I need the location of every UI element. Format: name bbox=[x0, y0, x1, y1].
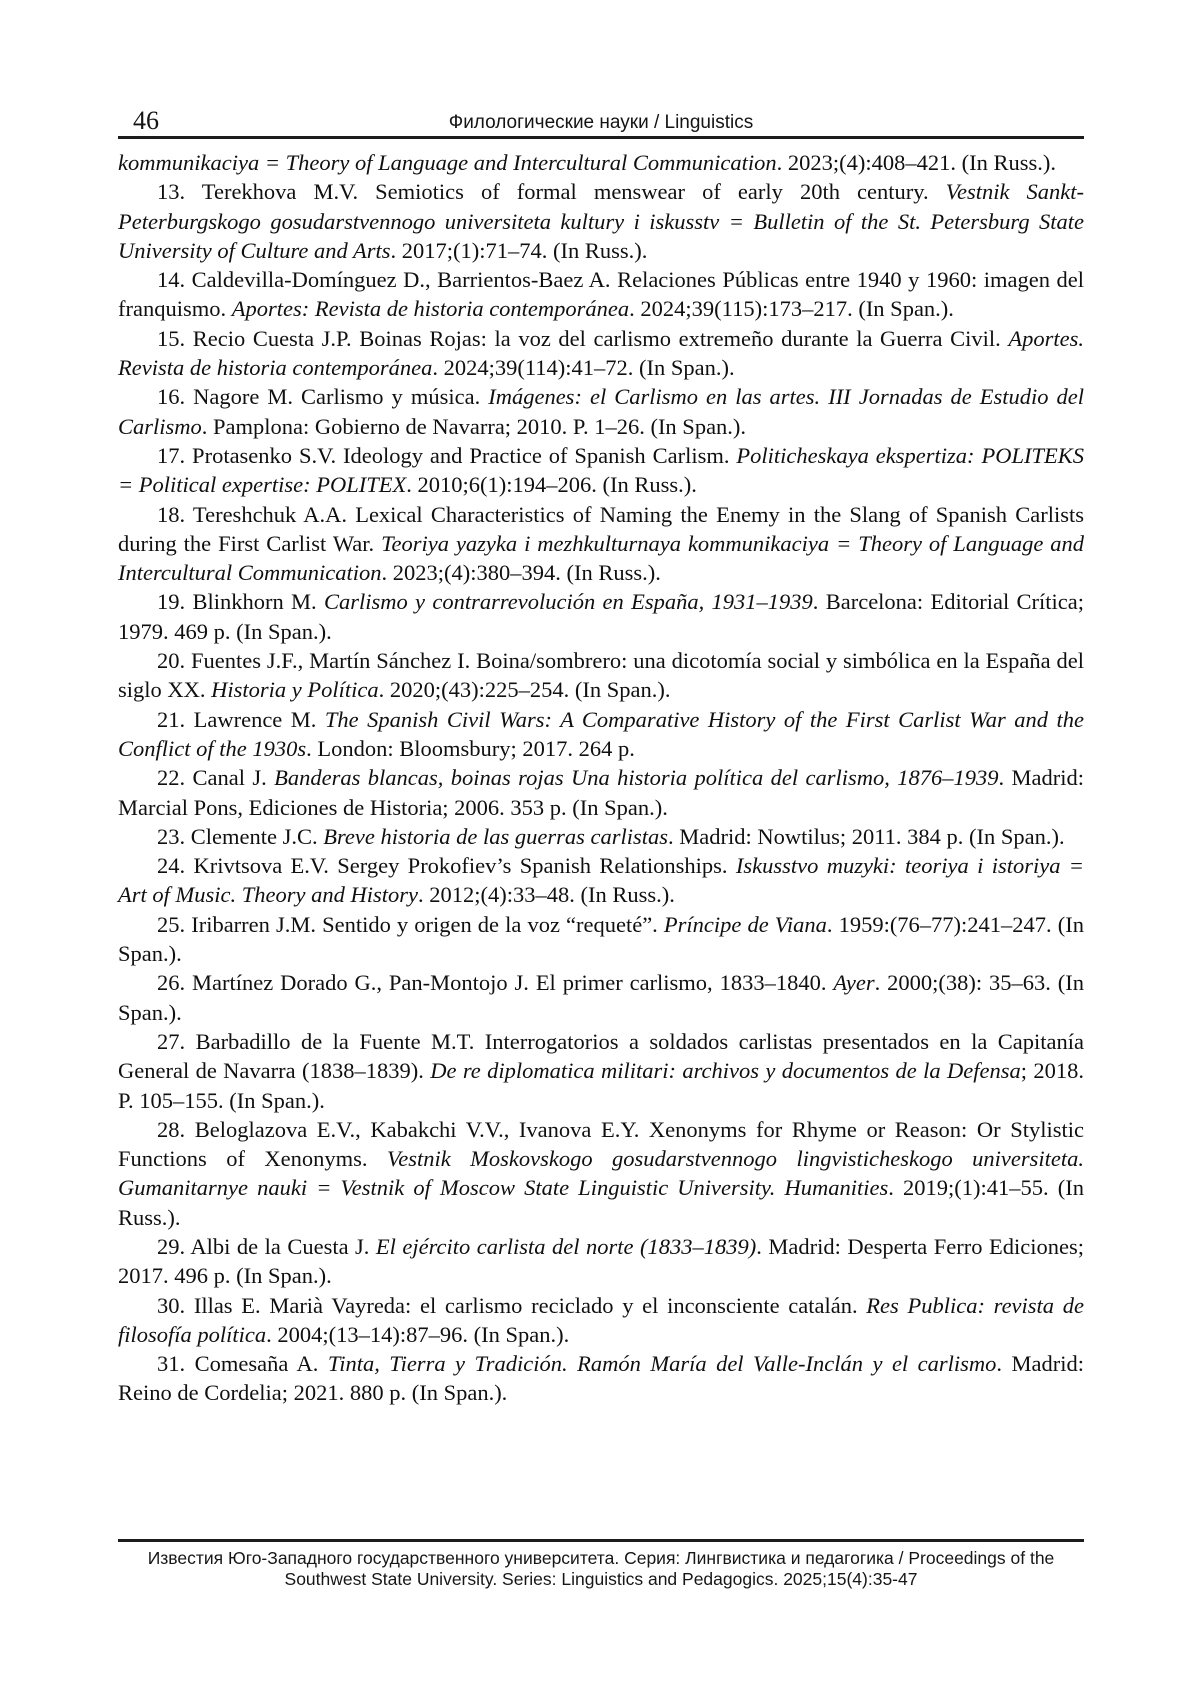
reference-text: . 2012;(4):33–48. (In Russ.). bbox=[417, 882, 675, 908]
reference-item bbox=[118, 851, 1084, 910]
page-footer bbox=[118, 1539, 1084, 1589]
reference-text: . 2010;6(1):194–206. (In Russ.). bbox=[406, 472, 697, 498]
reference-item bbox=[118, 382, 1084, 441]
reference-text: . Madrid: Reino de Cordelia; 2021. 880 p. (In Span.). bbox=[118, 1351, 1084, 1406]
reference-source-italic: De re diplomatica militari: archivos y documentos de la Defensa bbox=[430, 1058, 1021, 1084]
reference-text: . 1959:(76–77):241–247. (In Span.). bbox=[118, 911, 1084, 967]
reference-text: 31. Comesaña A. bbox=[157, 1351, 328, 1377]
reference-item bbox=[118, 177, 1084, 265]
running-head: Филологические науки / Linguistics bbox=[448, 112, 754, 133]
reference-text: 29. Albi de la Cuesta J. bbox=[157, 1233, 376, 1259]
reference-text: 21. Lawrence M. bbox=[157, 706, 325, 732]
reference-text: . 2024;39(114):41–72. (In Span.). bbox=[432, 355, 735, 381]
reference-item bbox=[118, 1115, 1084, 1232]
reference-text: . Pamplona: Gobierno de Navarra; 2010. P. 1–26. (In Span.). bbox=[201, 413, 747, 439]
reference-text: 13. Terekhova M.V. Semiotics of formal menswear of early 20th century. bbox=[157, 179, 946, 205]
reference-item bbox=[118, 1291, 1084, 1350]
reference-text: . Madrid: Marcial Pons, Ediciones de Historia; 2006. 353 p. (In Span.). bbox=[118, 765, 1084, 820]
reference-item bbox=[118, 910, 1084, 969]
page-number: 46 bbox=[133, 106, 159, 135]
reference-text: . 2023;(4):380–394. (In Russ.). bbox=[381, 560, 661, 586]
reference-source-italic: Iskusstvo muzyki: teoriya i istoriya = Art of Music. Theory and History bbox=[118, 853, 1084, 908]
reference-source-italic: Teoriya yazyka i mezhkulturnaya kommunikaciya = Theory of Language and Intercultural Communication bbox=[118, 530, 1084, 586]
reference-source-italic: Res Publica: revista de filosofía política bbox=[118, 1292, 1084, 1347]
references-list bbox=[118, 148, 1084, 1408]
reference-item bbox=[118, 763, 1084, 822]
reference-item bbox=[118, 1349, 1084, 1408]
reference-text: . 2017;(1):71–74. (In Russ.). bbox=[390, 237, 648, 263]
reference-source-italic: El ejército carlista del norte (1833–1839) bbox=[375, 1233, 757, 1259]
reference-item bbox=[118, 500, 1084, 588]
reference-text: 18. Tereshchuk A.A. Lexical Characteristics of Naming the Enemy in the Slang of Spanish Carlists during the First Carlist War. bbox=[118, 501, 1084, 556]
reference-source-italic: Tinta, Tierra y Tradición. Ramón María del Valle-Inclán y el carlismo bbox=[327, 1351, 997, 1377]
reference-source-italic: Aportes. Revista de historia contemporánea bbox=[118, 325, 1084, 381]
reference-text: 25. Iribarren J.M. Sentido y origen de la voz “requeté”. bbox=[157, 911, 664, 937]
reference-source-italic: Breve historia de las guerras carlistas bbox=[323, 823, 669, 849]
reference-item bbox=[118, 441, 1084, 500]
footer-line-1: Известия Юго-Западного государственного университета. Серия: Лингвистика и педагогика / Proceedings of the bbox=[147, 1548, 1055, 1568]
reference-source-italic: Príncipe de Viana bbox=[663, 911, 827, 937]
reference-text: 19. Blinkhorn M. bbox=[157, 589, 324, 615]
reference-text: . London: Bloomsbury; 2017. 264 p. bbox=[306, 735, 635, 761]
reference-text: 23. Clemente J.C. bbox=[157, 823, 324, 849]
reference-text: 24. Krivtsova E.V. Sergey Prokofiev’s Spanish Relationships. bbox=[157, 853, 736, 879]
reference-item bbox=[118, 646, 1084, 705]
page-header bbox=[118, 102, 1084, 139]
reference-text: ; 2018. P. 105–155. (In Span.). bbox=[118, 1058, 1084, 1113]
reference-text: 16. Nagore M. Carlismo y música. bbox=[157, 384, 489, 410]
reference-source-italic: Aportes: Revista de historia contemporánea bbox=[231, 296, 630, 322]
reference-text: . Madrid: Nowtilus; 2011. 384 p. (In Span.). bbox=[668, 823, 1065, 849]
reference-source-italic: Vestnik Sankt-Peterburgskogo gosudarstvennogo universiteta kultury i iskusstv = Bulletin of the St. Petersburg State University of Culture and Arts bbox=[118, 179, 1084, 263]
reference-text: . 2000;(38): 35–63. (In Span.). bbox=[118, 970, 1085, 1025]
reference-text: 27. Barbadillo de la Fuente M.T. Interrogatorios a soldados carlistas presentados en la Capitanía General de Navarra (1838–1839). bbox=[118, 1028, 1084, 1084]
reference-text: 14. Caldevilla-Domínguez D., Barrientos-Baez A. Relaciones Públicas entre 1940 y 1960: imagen del franquismo. bbox=[118, 267, 1084, 322]
reference-source-italic: Banderas blancas, boinas rojas Una historia política del carlismo, 1876–1939 bbox=[274, 765, 999, 791]
reference-source-italic: Imágenes: el Carlismo en las artes. III Jornadas de Estudio del Carlismo bbox=[118, 384, 1084, 439]
footer-line-2: Southwest State University. Series: Linguistics and Pedagogics. 2025;15(4):35-47 bbox=[284, 1568, 918, 1589]
reference-source-italic: kommunikaciya = Theory of Language and Intercultural Communication bbox=[118, 150, 777, 175]
reference-text: 20. Fuentes J.F., Martín Sánchez I. Boina/sombrero: una dicotomía social y simbólica en la España del siglo XX. bbox=[118, 648, 1084, 703]
reference-source-italic: Carlismo y contrarrevolución en España, 1931–1939 bbox=[323, 589, 813, 615]
reference-text: . 2024;39(115):173–217. (In Span.). bbox=[629, 296, 954, 322]
reference-text: . Madrid: Desperta Ferro Ediciones; 2017. 496 p. (In Span.). bbox=[118, 1233, 1084, 1289]
reference-text: . 2023;(4):408–421. (In Russ.). bbox=[776, 150, 1057, 175]
reference-source-italic: Vestnik Moskovskogo gosudarstvennogo lingvisticheskogo universiteta. Gumanitarnye nauki = Vestnik of Moscow State Linguistic University. Humanities bbox=[118, 1146, 1084, 1201]
reference-text: . 2004;(13–14):87–96. (In Span.). bbox=[266, 1321, 570, 1347]
reference-source-italic: Historia y Política bbox=[211, 677, 379, 703]
reference-item bbox=[118, 265, 1084, 324]
reference-item bbox=[118, 705, 1084, 764]
reference-item bbox=[118, 1232, 1084, 1291]
reference-item bbox=[118, 148, 1084, 177]
reference-text: 30. Illas E. Marià Vayreda: el carlismo reciclado y el inconsciente catalán. bbox=[157, 1292, 867, 1318]
reference-text: . 2019;(1):41–55. (In Russ.). bbox=[118, 1175, 1084, 1230]
reference-item bbox=[118, 587, 1084, 646]
reference-source-italic: Ayer bbox=[833, 970, 875, 996]
reference-item bbox=[118, 822, 1084, 851]
reference-text: 15. Recio Cuesta J.P. Boinas Rojas: la voz del carlismo extremeño durante la Guerra Civil. bbox=[157, 325, 1009, 351]
reference-text: . 2020;(43):225–254. (In Span.). bbox=[378, 677, 671, 703]
reference-text: 28. Beloglazova E.V., Kabakchi V.V., Ivanova E.Y. Xenonyms for Rhyme or Reason: Or Stylistic Functions of Xenonyms. bbox=[118, 1116, 1084, 1172]
reference-source-italic: Politicheskaya ekspertiza: POLITEKS = Political expertise: POLITEX bbox=[118, 442, 1084, 498]
reference-item bbox=[118, 1027, 1084, 1115]
reference-text: 17. Protasenko S.V. Ideology and Practice of Spanish Carlism. bbox=[157, 442, 737, 468]
reference-text: 26. Martínez Dorado G., Pan-Montojo J. El primer carlismo, 1833–1840. bbox=[157, 970, 834, 996]
reference-item bbox=[118, 324, 1084, 383]
reference-text: 22. Canal J. bbox=[157, 765, 275, 791]
reference-item bbox=[118, 968, 1084, 1027]
reference-text: . Barcelona: Editorial Crítica; 1979. 469 p. (In Span.). bbox=[118, 589, 1084, 644]
reference-source-italic: The Spanish Civil Wars: A Comparative History of the First Carlist War and the Conflict of the 1930s bbox=[118, 706, 1084, 761]
